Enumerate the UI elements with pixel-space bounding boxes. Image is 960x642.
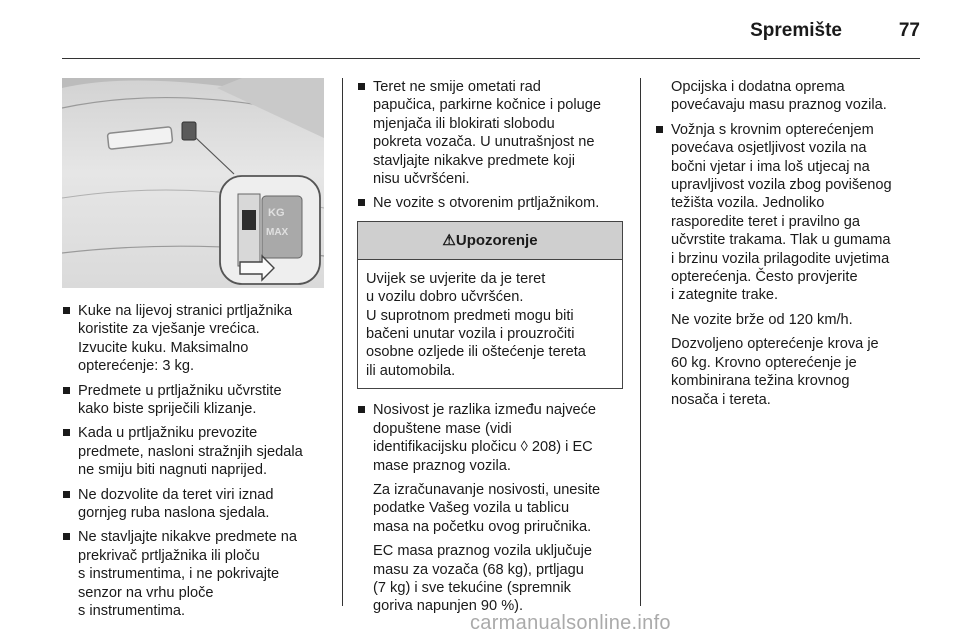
watermark: carmanualsonline.info [470,612,671,634]
figure-label-kg: KG [268,207,285,219]
trunk-hook-drawing [62,78,324,288]
list-item: Ne dozvolite da teret viri iznad gornjeg ruba naslona sjedala. [62,486,328,523]
list-item: Predmete u prtljažniku učvrstite kako biste spriječili klizanje. [62,382,328,419]
list-item: Vožnja s krovnim opterećenjem povećava osjetljivost vozila na bočni vjetar i ima loš utjecaj na upravljivost vozila zbog povišenog težišta vozila. Jednoliko rasporedite teret i pravilno ga učvrstite trakama. Tlak u gumama i brzinu vozila prilagodite uvjetima opterećenja. Često provjerite i zategnite trake. Ne vozite brže od 120 km/h. Dozvoljeno opterećenje krova je 60 kg. Krovno opterećenje je kombinirana težina krovnog nosača i tereta. [655,121,921,409]
warning-text: Uvijek se uvjerite da je teret u vozilu dobro učvršćen. U suprotnom predmeti mogu biti bačeni unutar vozila i prouzročiti osobne ozljede ili oštećenje tereta ili automobila. [366,270,586,379]
intro-paragraph: Opcijska i dodatna oprema povećavaju masu praznog vozila. [671,79,887,114]
column-divider-2 [640,78,641,606]
col2-bullet-list-2 [357,401,623,615]
list-item: Ne vozite s otvorenim prtljažnikom. [357,194,623,212]
col2-bullet-list [357,78,623,213]
paragraph: Dozvoljeno opterećenje krova je 60 kg. Krovno opterećenje je kombinirana težina krovnog nosača i tereta. [671,336,879,408]
paragraph: EC masa praznog vozila uključuje masu za vozača (68 kg), prtljagu (7 kg) i sve tekućine (spremnik goriva napunjen 90 %). [373,543,593,615]
column-3 [655,78,921,415]
warning-header [358,222,622,260]
col1-bullet-list [62,302,328,621]
list-item: Nosivost je razlika između najveće dopuštene mase (vidi identifikacijsku pločicu ◊ 208) i EC mase praznog vozila. Za izračunavanje nosivosti, unesite podatke Vašeg vozila u tablicu masa na početku ovog priručnika. EC masa praznog vozila uključuje masu za vozača (68 kg), prtljagu (7 kg) i sve tekućine (spremnik goriva napunjen 90 %). [357,401,623,615]
col3-bullet-list [655,121,921,409]
column-divider-1 [342,78,343,606]
trunk-hook-illustration [62,78,324,288]
paragraph: Ne vozite brže od 120 km/h. [671,311,853,328]
figure-label-max: MAX [266,227,289,238]
list-item: Kuke na lijevoj stranici prtljažnika koristite za vješanje vrećica. Izvucite kuku. Maksimalno opterećenje: 3 kg. [62,302,328,376]
page-number: 77 [898,20,920,41]
page-title: Spremište [750,20,842,41]
header-rule [62,58,920,59]
list-item: Teret ne smije ometati rad papučica, parkirne kočnice i poluge mjenjača ili blokirati slobodu pokreta vozača. U unutrašnjost ne stavljajte nikakve predmete koji nisu učvršćeni. [357,78,623,188]
warning-box [357,221,623,389]
paragraph: Za izračunavanje nosivosti, unesite podatke Vašeg vozila u tablicu masa na početku ovog priručnika. [373,481,601,535]
page-header [0,0,960,60]
column-1 [62,78,328,627]
list-item: Kada u prtljažniku prevozite predmete, nasloni stražnjih sjedala ne smiju biti nagnuti naprijed. [62,424,328,479]
warning-title: Upozorenje [455,231,538,249]
warning-icon: ⚠ [442,231,456,249]
column-2 [357,78,623,622]
list-item: Ne stavljajte nikakve predmete na prekrivač prtljažnika ili ploču s instrumentima, i ne pokrivajte senzor na vrhu ploče s instrumentima. [62,528,328,620]
